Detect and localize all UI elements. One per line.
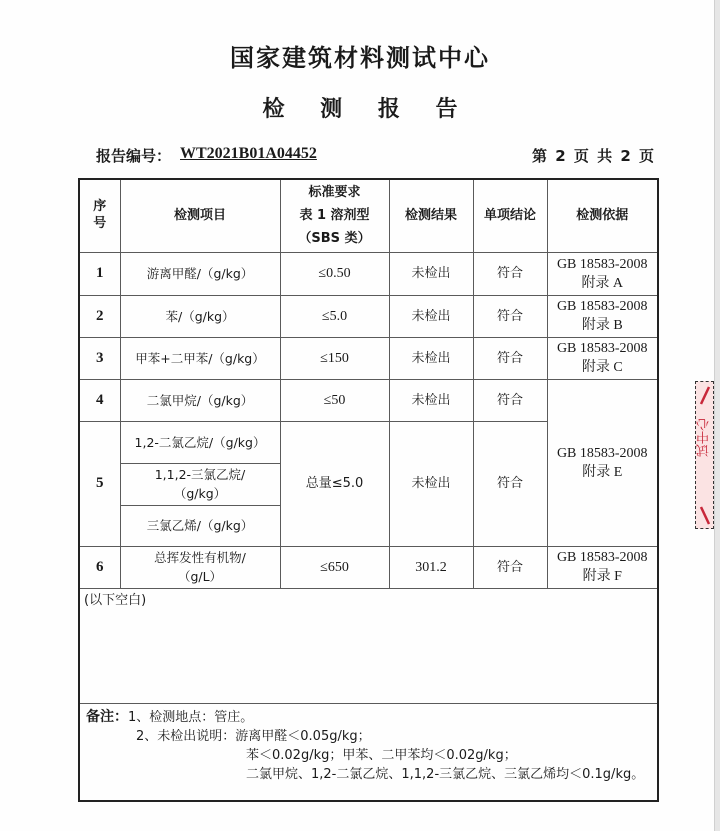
table-row: 6 总挥发性有机物/ （g/L） ≤650 301.2 符合 GB 18583-2008 附录 F [79,546,658,588]
blank-note: (以下空白) [79,588,658,703]
header-standard: 标准要求 表 1 溶剂型 （SBS 类） [280,179,389,252]
note-3: 苯＜0.02g/kg；甲苯、二甲苯均＜0.02g/kg； [246,747,517,763]
notes-cell [79,703,658,801]
header-seq: 序号 [79,179,120,252]
basis-cell: GB 18583-2008 附录 F [547,546,658,588]
seal-text: 试中心 [697,418,712,457]
basis-cell-merged: GB 18583-2008 附录 E [547,379,658,546]
table-row: 2 苯/（g/kg） ≤5.0 未检出 符合 GB 18583-2008 附录 B [79,295,658,337]
table-subrow: 三氯乙烯/（g/kg） [79,505,658,546]
notes-row [79,703,658,801]
header-item: 检测项目 [120,179,280,252]
seal-stamp [695,381,714,529]
note-4: 二氯甲烷、1,2-二氯乙烷、1,1,2-三氯乙烷、三氯乙烯均＜0.1g/kg。 [246,766,645,782]
test-results-table [78,178,659,802]
scrollbar[interactable] [714,0,720,831]
page-info: 第 2 页 共 2 页 [532,147,654,165]
report-meta [96,145,654,167]
table-row: 1 游离甲醛/（g/kg） ≤0.50 未检出 符合 GB 18583-2008 附录 A [79,252,658,295]
table-header-row [79,179,658,252]
blank-area-row [79,588,658,703]
seal-arc-icon [698,506,712,526]
note-2: 2、未检出说明：游离甲醛＜0.05g/kg； [136,728,371,744]
note-1: 1、检测地点：管庄。 [128,709,254,725]
table-row: 4 二氯甲烷/（g/kg） ≤50 未检出 符合 GB 18583-2008 附录 E [79,379,658,421]
basis-cell: GB 18583-2008 附录 A [547,252,658,295]
header-result: 检测结果 [389,179,473,252]
seal-arc-icon [698,386,712,406]
notes-label: 备注： [86,708,128,725]
report-number: WT2021B01A04452 [180,145,317,162]
organization-title: 国家建筑材料测试中心 [230,44,490,72]
basis-cell: GB 18583-2008 附录 C [547,337,658,379]
table-subrow: 1,1,2-三氯乙烷/ （g/kg） [79,463,658,505]
document-title: 检 测 报 告 [262,97,472,122]
table-row: 3 甲苯+二甲苯/（g/kg） ≤150 未检出 符合 GB 18583-2008 附录 C [79,337,658,379]
header-conclusion: 单项结论 [473,179,547,252]
basis-cell: GB 18583-2008 附录 B [547,295,658,337]
report-number-label: 报告编号： [96,147,172,165]
header-basis: 检测依据 [547,179,658,252]
table-row: 5 1,2-二氯乙烷/（g/kg） 总量≤5.0 未检出 符合 [79,421,658,463]
